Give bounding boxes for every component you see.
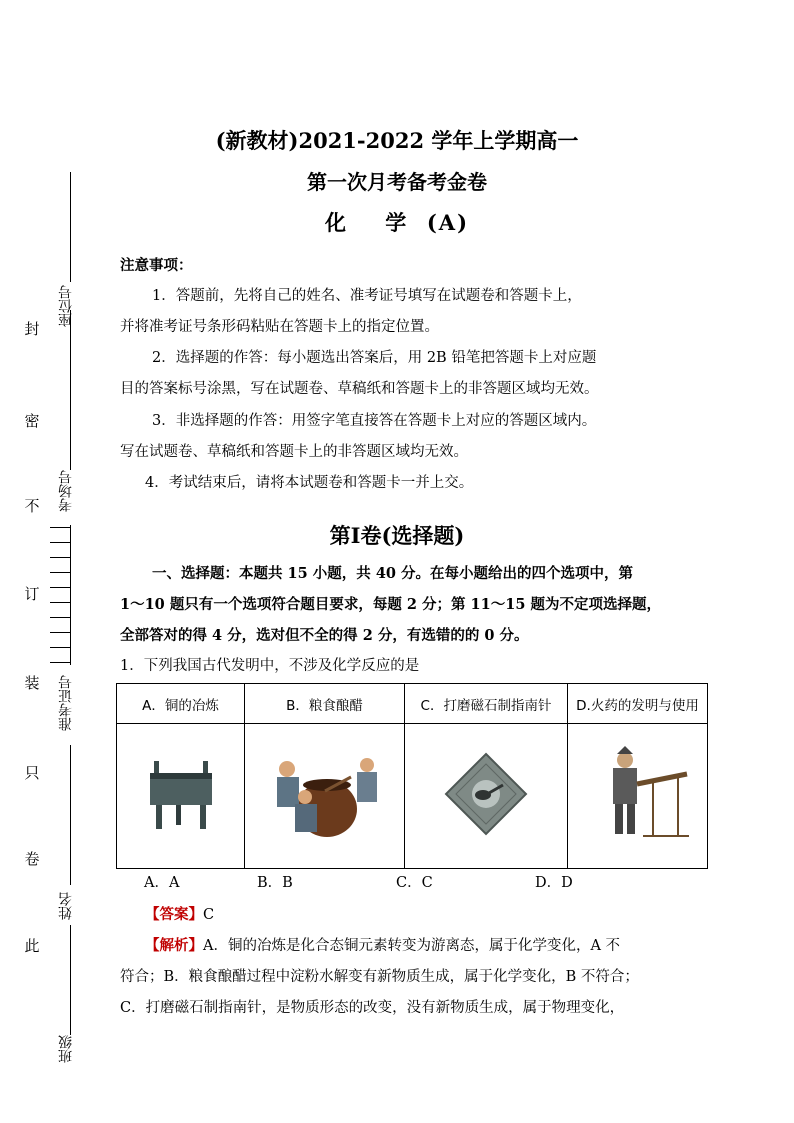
choice-a: A．A bbox=[144, 875, 180, 891]
warning-char-3: 不 bbox=[24, 497, 40, 515]
exam-title-line2: 第一次月考备考金卷 bbox=[307, 170, 487, 194]
seat-number-label: 座位号 bbox=[58, 285, 74, 327]
analysis-line-2: 符合；B．粮食酿醋过程中淀粉水解变有新物质生成，属于化学变化，B 不符合； bbox=[120, 969, 639, 985]
answer-value: C bbox=[203, 907, 215, 923]
option-a-header: A．铜的冶炼 bbox=[117, 684, 245, 724]
warning-char-1: 封 bbox=[24, 320, 40, 338]
instruction-line-1: 一、选择题：本题共 15 小题，共 40 分。在每小题给出的四个选项中，第 bbox=[152, 565, 634, 582]
option-c-header: C．打磨磁石制指南针 bbox=[405, 684, 568, 724]
instruction-line-2: 1～10 题只有一个选项符合题目要求，每题 2 分；第 11～15 题为不定项选择题， bbox=[120, 596, 661, 613]
note-line-2: 并将准考证号条形码粘贴在答题卡上的指定位置。 bbox=[120, 319, 439, 335]
note-line-4: 目的答案标号涂黑，写在试题卷、草稿纸和答题卡上的非答题区域均无效。 bbox=[120, 381, 599, 397]
compass-sinan-image bbox=[441, 749, 531, 839]
choice-d: D．D bbox=[535, 875, 573, 891]
note-line-7: 4．考试结束后，请将本试题卷和答题卡一并上交。 bbox=[145, 475, 474, 491]
name-label: 姓名 bbox=[58, 892, 74, 920]
warning-char-7: 卷 bbox=[24, 850, 40, 868]
option-b-image bbox=[245, 724, 405, 869]
choice-b: B．B bbox=[257, 875, 293, 891]
bronze-ding-image bbox=[146, 755, 216, 833]
option-b-header: B．粮食酿醋 bbox=[245, 684, 405, 724]
exam-subject: 化 学 (A) bbox=[324, 210, 470, 235]
gunpowder-soldier-image bbox=[583, 744, 693, 844]
note-line-6: 写在试题卷、草稿纸和答题卡上的非答题区域均无效。 bbox=[120, 444, 468, 460]
notes-heading: 注意事项： bbox=[120, 257, 193, 274]
binding-line-bottom bbox=[70, 925, 71, 1035]
warning-char-5: 装 bbox=[24, 674, 40, 692]
exam-title-line1: (新教材)2021-2022 学年上学期高一 bbox=[215, 128, 579, 153]
vinegar-brewing-image bbox=[265, 747, 385, 842]
note-line-3: 2．选择题的作答：每小题选出答案后，用 2B 铅笔把答题卡上对应题 bbox=[152, 350, 597, 366]
option-d-image bbox=[568, 724, 708, 869]
binding-line-mid3 bbox=[70, 745, 71, 885]
analysis-label: 【解析】 bbox=[145, 937, 203, 954]
choice-c: C．C bbox=[396, 875, 433, 891]
note-line-1: 1．答题前，先将自己的姓名、准考证号填写在试题卷和答题卡上， bbox=[152, 288, 582, 304]
binding-line-mid1 bbox=[70, 310, 71, 470]
warning-char-6: 只 bbox=[24, 764, 40, 782]
exam-room-label: 考场号 bbox=[58, 470, 74, 512]
option-a-image bbox=[117, 724, 245, 869]
analysis-text-1: A．铜的冶炼是化合态铜元素转变为游离态，属于化学变化，A 不 bbox=[203, 938, 621, 954]
note-line-5: 3．非选择题的作答：用签字笔直接答在答题卡上对应的答题区域内。 bbox=[152, 413, 597, 429]
section-title: 第Ⅰ卷(选择题) bbox=[329, 523, 465, 548]
analysis-line-3: C．打磨磁石制指南针，是物质形态的改变，没有新物质生成，属于物理变化， bbox=[120, 1000, 625, 1016]
instruction-line-3: 全部答对的得 4 分，选对但不全的得 2 分，有选错的的 0 分。 bbox=[120, 627, 529, 644]
admission-number-label: 准考证号 bbox=[58, 675, 74, 731]
answer-line bbox=[145, 899, 214, 931]
class-label: 班级 bbox=[58, 1035, 74, 1063]
warning-char-8: 此 bbox=[24, 937, 40, 955]
question-1-stem: 1．下列我国古代发明中，不涉及化学反应的是 bbox=[120, 658, 420, 674]
answer-label: 【答案】 bbox=[145, 906, 203, 923]
option-d-header: D.火药的发明与使用 bbox=[568, 684, 708, 724]
analysis-line-1 bbox=[145, 930, 620, 962]
question-1-options-table bbox=[116, 683, 708, 869]
option-c-image bbox=[405, 724, 568, 869]
warning-char-2: 密 bbox=[24, 412, 40, 430]
warning-char-4: 订 bbox=[24, 585, 40, 603]
